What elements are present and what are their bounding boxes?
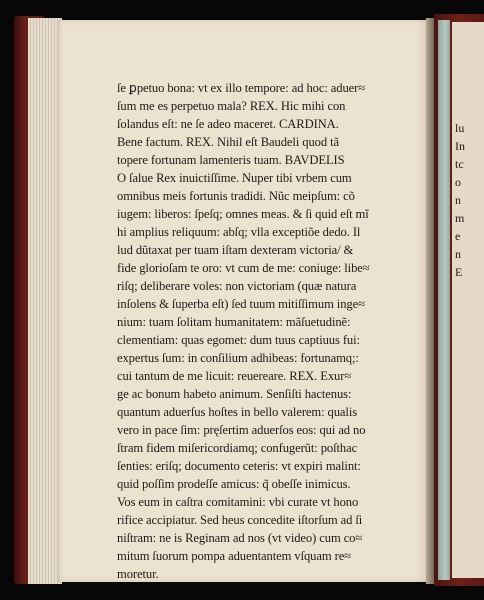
text-line: cui tantum de me licuit: reuereare. REX. Exur≈ — [117, 369, 352, 383]
text-line: niſtram: ne is Reginam ad nos (vt video) cum co≈ — [117, 531, 363, 545]
text-line: hi amplius reliquum: abſq; vlla exceptiõe dedo. Il — [117, 225, 361, 239]
next-page-edge — [452, 22, 484, 578]
text-line: ge ac bonum habeto animum. Senſiſti hactenus: — [117, 387, 352, 401]
next-page-fragment: e — [455, 229, 461, 243]
text-line: clementiam: quas egomet: dum tuus captiuus fui: — [117, 333, 360, 347]
text-line: lud dũtaxat per tuam iſtam dexteram victoria/ & — [117, 243, 354, 257]
text-line: Bene factum. REX. Nihil eſt Baudeli quod tã — [117, 135, 339, 149]
page-edges — [28, 18, 62, 584]
text-line: ſtram fidem miſericordiamq; confugerũt: poſthac — [117, 441, 358, 455]
text-line: ſum me es perpetuo mala? REX. Hic mihi con — [117, 99, 346, 113]
text-line: O ſalue Rex inuictiſſime. Nuper tibi vrbem cum — [117, 171, 352, 185]
next-page-fragment: E — [455, 265, 463, 279]
text-line: moretur. — [117, 567, 159, 581]
endpaper-strip — [438, 20, 450, 580]
text-line: iugem: liberos: ſpeſq; omnes meas. & ſi quid eſt mĩ — [117, 207, 369, 221]
next-page-fragment: m — [455, 211, 465, 225]
next-page-fragment: In — [455, 139, 465, 153]
text-line: mitum ſuorum pompa aduentantem vſquam re≈ — [117, 549, 351, 563]
text-line: Vos eum in caſtra comitamini: vbi curate vt hono — [117, 495, 359, 509]
next-page-fragment: n — [455, 193, 461, 207]
text-line: ſenties: eriſq; documento ceteris: vt expiri malint: — [117, 459, 361, 473]
text-line: vero in pace ſim: pręſertim aduerſos eos: qui ad no — [117, 423, 366, 437]
text-line: ſe ꝑpetuo bona: vt ex illo tempore: ad hoc: aduer≈ — [117, 81, 366, 95]
text-line: inſolens & ſuperba eſt) ſed tuum mitiſſimum inge≈ — [117, 297, 365, 311]
text-line: riſq; deliberare voles: non victoriam (quæ natura — [117, 279, 357, 293]
text-line: quantum aduerſus hoſtes in bello valerem: qualis — [117, 405, 358, 419]
text-line: topere fortunam lamenteris tuam. BAVDELIS — [117, 153, 345, 167]
next-page-fragment: tc — [455, 157, 464, 171]
next-page-fragment: n — [455, 247, 461, 261]
next-page-fragment: lu — [455, 121, 465, 135]
page-text-block — [117, 79, 417, 583]
text-line: ſolandus eſt: ne ſe adeo maceret. CARDINA. — [117, 117, 339, 131]
next-page-fragment: o — [455, 175, 461, 189]
text-line: fide glorioſam te oro: vt cum de me: coniuge: libe≈ — [117, 261, 370, 275]
text-line: rifice accipiatur. Sed heus concedite iſtorſum ad ſi — [117, 513, 363, 527]
text-line: omnibus meis fortunis tradidi. Nũc meipſum: cõ — [117, 189, 355, 203]
text-line: nium: tuam ſolitam humanitatem: mãſuetudinẽ: — [117, 315, 351, 329]
text-line: expertus ſum: in conſilium adhibeas: fortunamq;: — [117, 351, 359, 365]
text-line: quid poſſim prodeſſe amicus: q̃ obeſſe inimicus. — [117, 477, 351, 491]
